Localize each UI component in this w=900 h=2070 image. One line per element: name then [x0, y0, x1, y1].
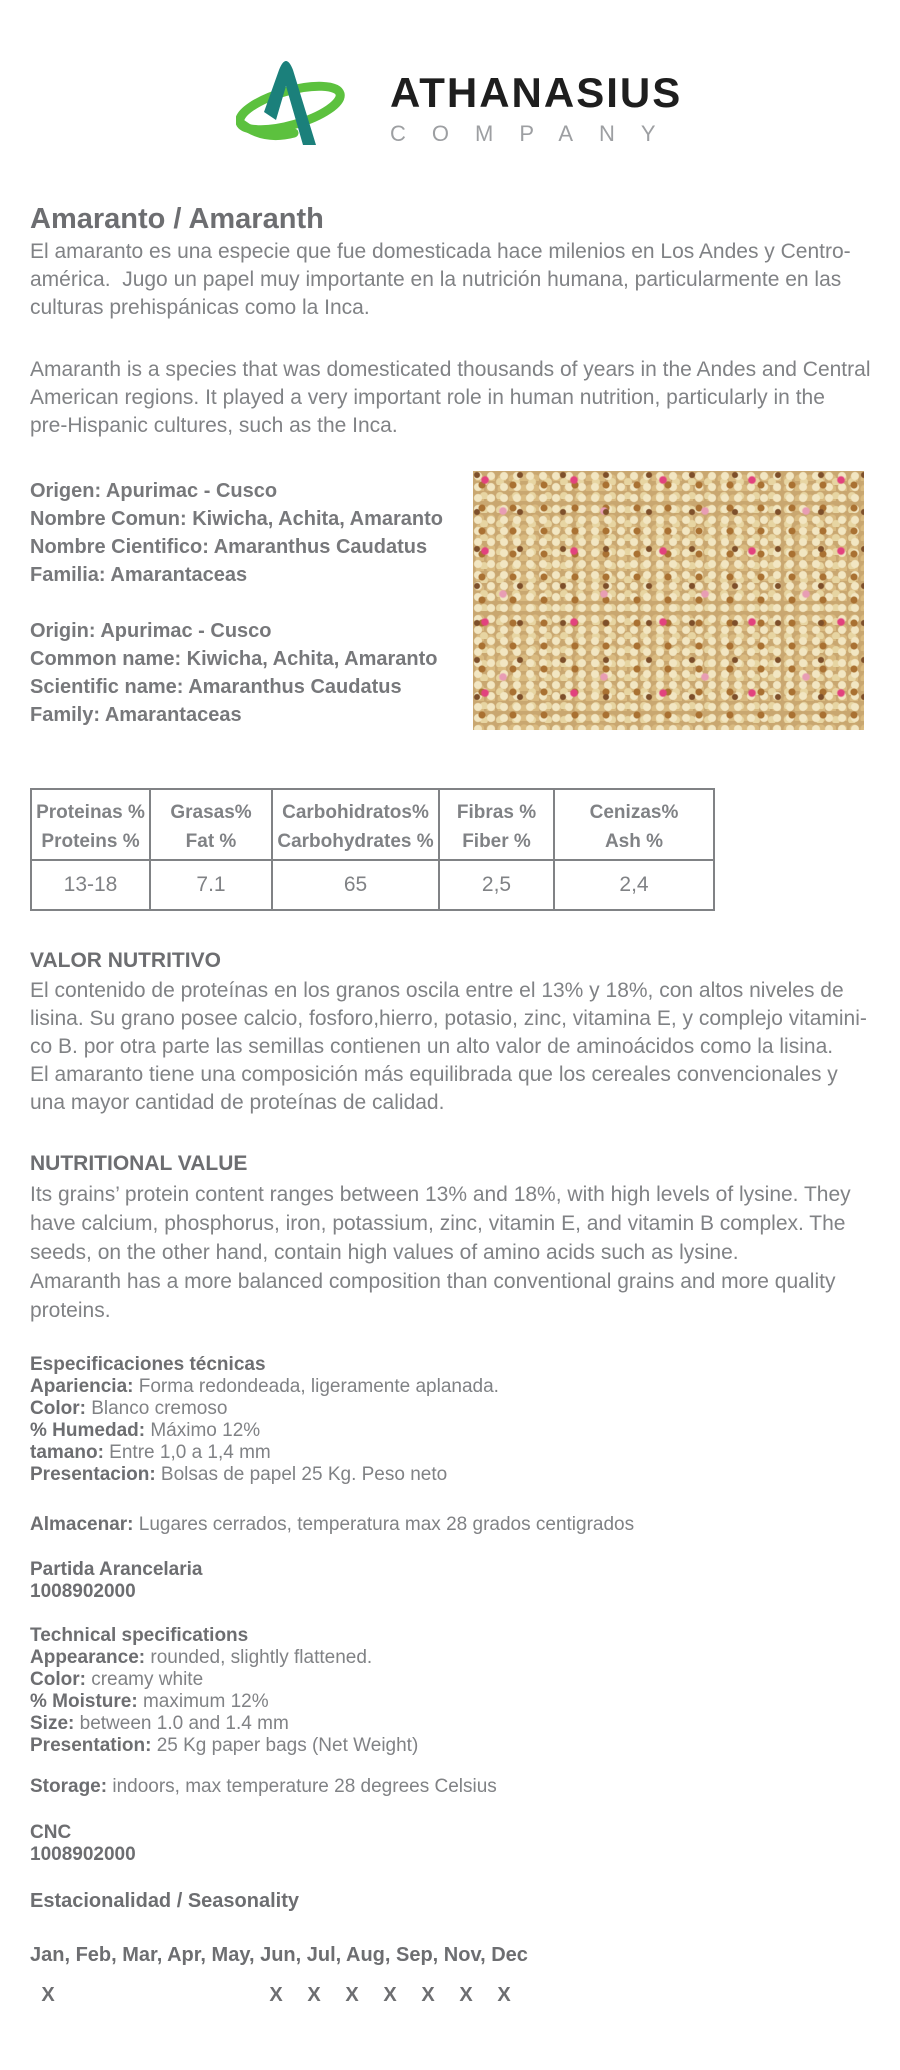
spec-value: 25 Kg paper bags (Net Weight) — [151, 1735, 419, 1756]
spec-value: Lugares cerrados, temperatura max 28 grados centigrados — [133, 1514, 635, 1535]
paragraph-line: El contenido de proteínas en los granos oscila entre el 13% y 18%, con altos niveles de — [30, 979, 844, 1002]
header-es: Grasas% — [170, 802, 252, 823]
season-mark: X — [269, 1984, 283, 2006]
season-mark: X — [345, 1984, 359, 2006]
header-en: Fat % — [185, 831, 237, 852]
brand-name: ATHANASIUS — [390, 69, 683, 116]
season-mark: X — [307, 1984, 321, 2006]
intro-paragraph-es — [30, 238, 851, 322]
spec-line — [30, 1420, 499, 1442]
spec-line — [30, 1713, 418, 1735]
paragraph-line: El amaranto tiene una composición más equilibrada que los cereales convencionales y — [30, 1063, 838, 1086]
tariff-heading: Partida Arancelaria — [30, 1559, 203, 1580]
page-title: Amaranto / Amaranth — [30, 203, 324, 236]
paragraph-line: American regions. It played a very important role in human nutrition, particularly in the — [30, 386, 825, 409]
spec-label: Color: — [30, 1398, 86, 1419]
season-mark: X — [421, 1984, 435, 2006]
spec-value: Entre 1,0 a 1,4 mm — [103, 1442, 271, 1463]
storage-line-en — [30, 1776, 497, 1798]
spec-heading: Technical specifications — [30, 1625, 249, 1646]
table-header-cell — [440, 790, 555, 861]
spec-value: Bolsas de papel 25 Kg. Peso neto — [155, 1464, 448, 1485]
seasonality-marks-row — [30, 1984, 512, 2007]
logo-text — [390, 69, 683, 146]
table-header-cell — [32, 790, 151, 861]
company-logo — [236, 48, 682, 148]
spec-line — [30, 1647, 418, 1669]
storage-line-es — [30, 1514, 634, 1536]
logo-a-swoosh-icon — [236, 48, 348, 148]
paragraph-line: have calcium, phosphorus, iron, potassium, zinc, vitamin E, and vitamin B complex. The — [30, 1212, 846, 1235]
info-line: Origin: Apurimac - Cusco — [30, 620, 272, 642]
intro-paragraph-en — [30, 356, 870, 440]
spec-label: Presentation: — [30, 1735, 152, 1756]
technical-specs-es — [30, 1354, 499, 1486]
spec-label: Size: — [30, 1713, 75, 1734]
cnc-number: 1008902000 — [30, 1844, 136, 1865]
info-line: Nombre Cientifico: Amaranthus Caudatus — [30, 536, 428, 558]
nutritional-value-paragraph — [30, 1180, 851, 1325]
paragraph-line: Its grains’ protein content ranges between 13% and 18%, with high levels of lysine. They — [30, 1183, 851, 1206]
table-value-cell: 65 — [273, 861, 440, 909]
spec-line — [30, 1376, 499, 1398]
paragraph-line: américa. Jugo un papel muy importante en la nutrición humana, particularmente en las — [30, 268, 842, 291]
origin-info-en — [30, 617, 437, 729]
spec-label: Almacenar: — [30, 1514, 134, 1535]
spec-line — [30, 1398, 499, 1420]
spec-value: maximum 12% — [137, 1691, 269, 1712]
paragraph-line: Amaranth is a species that was domesticated thousands of years in the Andes and Central — [30, 358, 871, 381]
brand-subtitle: COMPANY — [390, 121, 682, 146]
spec-label: % Humedad: — [30, 1420, 146, 1441]
spec-label: Color: — [30, 1669, 86, 1690]
header-en: Proteins % — [41, 831, 140, 852]
paragraph-line: proteins. — [30, 1299, 111, 1322]
spec-label: Apariencia: — [30, 1376, 134, 1397]
paragraph-line: lisina. Su grano posee calcio, fosforo,hierro, potasio, zinc, vitamina E, y complejo vitamini- — [30, 1007, 867, 1030]
table-value-cell: 2,4 — [619, 873, 649, 896]
origin-info-es — [30, 477, 443, 589]
header-es: Proteinas % — [36, 802, 145, 823]
table-header-cell — [273, 790, 440, 861]
info-line: Family: Amarantaceas — [30, 704, 242, 726]
cnc-heading: CNC — [30, 1822, 72, 1843]
spec-value: Forma redondeada, ligeramente aplanada. — [133, 1376, 499, 1397]
table-value-cell: 2,5 — [440, 861, 555, 909]
table-header-cell — [555, 790, 713, 861]
season-mark: X — [459, 1984, 473, 2006]
spec-value: between 1.0 and 1.4 mm — [74, 1713, 289, 1734]
spec-value: creamy white — [85, 1669, 204, 1690]
paragraph-line: El amaranto es una especie que fue domesticada hace milenios en Los Andes y Centro- — [30, 240, 851, 263]
valor-nutritivo-paragraph — [30, 977, 867, 1117]
cnc-code — [30, 1822, 136, 1866]
header-en: Carbohydrates % — [277, 831, 434, 852]
spec-label: % Moisture: — [30, 1691, 138, 1712]
spec-line — [30, 1442, 499, 1464]
spec-label: Presentacion: — [30, 1464, 156, 1485]
season-mark: X — [497, 1984, 511, 2006]
spec-value: rounded, slightly flattened. — [145, 1647, 373, 1668]
info-line: Origen: Apurimac - Cusco — [30, 480, 278, 502]
header-es: Fibras % — [456, 802, 537, 823]
section-heading-valor-nutritivo: VALOR NUTRITIVO — [30, 949, 221, 972]
spec-value: Máximo 12% — [145, 1420, 261, 1441]
table-value-cell: 7.1 — [151, 861, 273, 909]
spec-label: Storage: — [30, 1776, 108, 1797]
seasonality-heading: Estacionalidad / Seasonality — [30, 1890, 299, 1912]
info-line: Nombre Comun: Kiwicha, Achita, Amaranto — [30, 508, 444, 530]
header-en: Ash % — [604, 831, 664, 852]
paragraph-line: pre-Hispanic cultures, such as the Inca. — [30, 414, 398, 437]
spec-line — [30, 1735, 418, 1757]
spec-label: Appearance: — [30, 1647, 146, 1668]
info-line: Common name: Kiwicha, Achita, Amaranto — [30, 648, 438, 670]
season-mark: X — [41, 1984, 55, 2006]
section-heading-nutritional-value: NUTRITIONAL VALUE — [30, 1152, 248, 1175]
season-mark: X — [383, 1984, 397, 2006]
spec-label: tamano: — [30, 1442, 104, 1463]
table-value-cell: 13-18 — [32, 861, 151, 909]
table-header-cell — [151, 790, 273, 861]
paragraph-line: culturas prehispánicas como la Inca. — [30, 296, 370, 319]
header-es: Carbohidratos% — [282, 802, 429, 823]
seasonality-months: Jan, Feb, Mar, Apr, May, Jun, Jul, Aug, Sep, Nov, Dec — [30, 1944, 528, 1966]
info-line: Familia: Amarantaceas — [30, 564, 248, 586]
paragraph-line: una mayor cantidad de proteínas de calidad. — [30, 1091, 445, 1114]
spec-line — [30, 1669, 418, 1691]
spec-line — [30, 1691, 418, 1713]
paragraph-line: seeds, on the other hand, contain high values of amino acids such as lysine. — [30, 1241, 739, 1264]
info-line: Scientific name: Amaranthus Caudatus — [30, 676, 402, 698]
spec-line — [30, 1464, 499, 1486]
tariff-number: 1008902000 — [30, 1581, 136, 1602]
paragraph-line: co B. por otra parte las semillas contienen un alto valor de aminoácidos como la lisina. — [30, 1035, 834, 1058]
tariff-code-es — [30, 1559, 203, 1603]
spec-value: Blanco cremoso — [85, 1398, 228, 1419]
header-es: Cenizas% — [589, 802, 679, 823]
nutrition-table — [30, 788, 715, 911]
spec-value: indoors, max temperature 28 degrees Celsius — [107, 1776, 497, 1797]
amaranth-seeds-photo — [473, 471, 864, 730]
spec-heading: Especificaciones técnicas — [30, 1354, 266, 1375]
technical-specs-en — [30, 1625, 418, 1757]
header-en: Fiber % — [462, 831, 531, 852]
paragraph-line: Amaranth has a more balanced composition than conventional grains and more quality — [30, 1270, 836, 1293]
